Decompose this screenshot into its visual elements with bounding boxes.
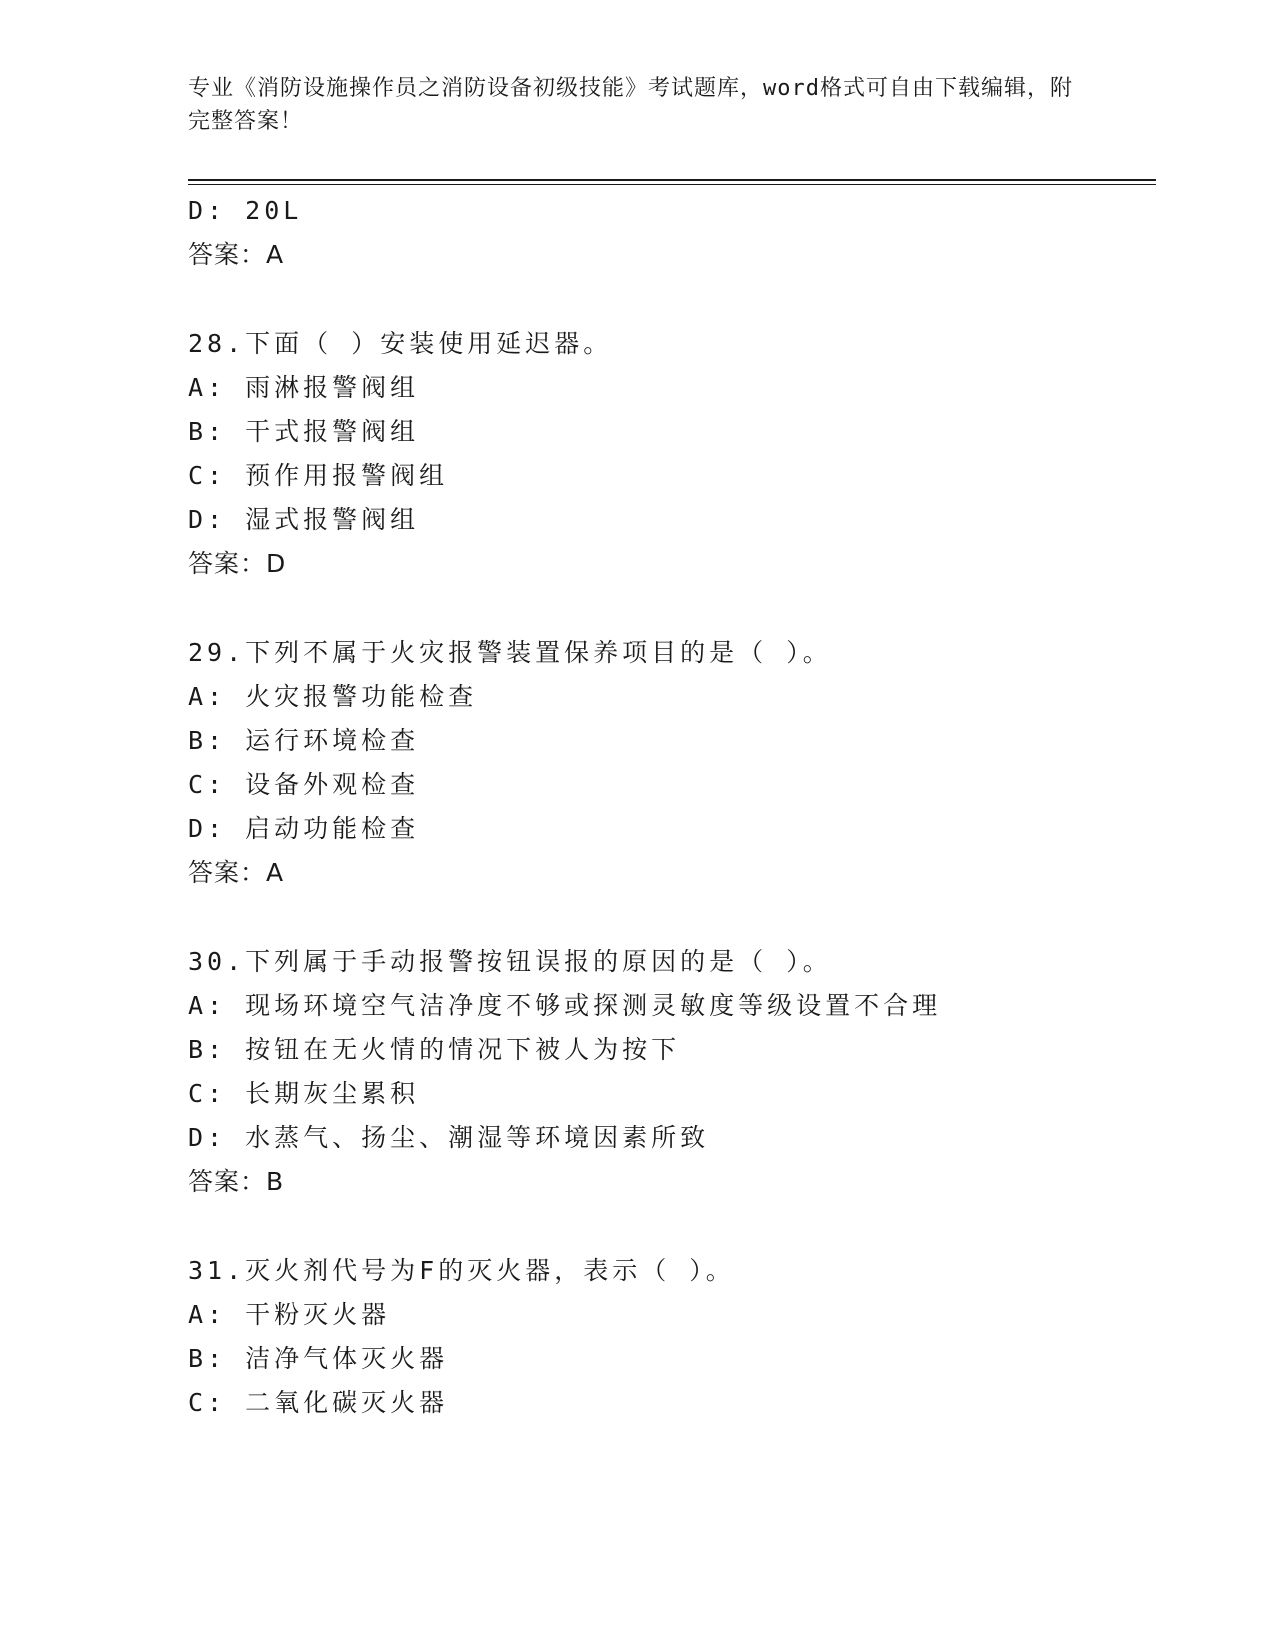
question-31-option-b: B: 洁净气体灭火器 [188,1344,449,1373]
question-30-answer: 答案：B [188,1167,285,1196]
carryover-option-d: D: 20L [188,196,303,225]
question-28-answer: 答案：D [188,549,287,578]
question-30-option-d: D: 水蒸气、扬尘、潮湿等环境因素所致 [188,1123,710,1152]
header-rule-thick [188,179,1156,181]
question-28-option-d: D: 湿式报警阀组 [188,505,420,534]
question-30-option-a: A: 现场环境空气洁净度不够或探测灵敏度等级设置不合理 [188,991,942,1020]
question-31-option-a: A: 干粉灭火器 [188,1300,391,1329]
question-28-option-b: B: 干式报警阀组 [188,417,420,446]
question-29-option-c: C: 设备外观检查 [188,770,420,799]
question-30-stem: 30.下列属于手动报警按钮误报的原因的是（ ）。 [188,947,832,976]
header-rule-thin [188,184,1156,185]
question-30-option-c: C: 长期灰尘累积 [188,1079,420,1108]
question-28-option-a: A: 雨淋报警阀组 [188,373,420,402]
question-28-option-c: C: 预作用报警阀组 [188,461,449,490]
question-31-stem: 31.灭火剂代号为F的灭火器，表示（ ）。 [188,1256,735,1285]
question-29-option-b: B: 运行环境检查 [188,726,420,755]
question-28-stem: 28.下面（ ）安装使用延迟器。 [188,329,613,358]
question-31-option-c: C: 二氧化碳灭火器 [188,1388,449,1417]
question-29-answer: 答案：A [188,858,285,887]
document-header: 专业《消防设施操作员之消防设备初级技能》考试题库，word格式可自由下载编辑，附完整答案！ [188,76,1073,134]
question-29-stem: 29.下列不属于火灾报警装置保养项目的是（ ）。 [188,638,832,667]
question-29-option-a: A: 火灾报警功能检查 [188,682,478,711]
question-29-option-d: D: 启动功能检查 [188,814,420,843]
question-30-option-b: B: 按钮在无火情的情况下被人为按下 [188,1035,681,1064]
carryover-answer: 答案：A [188,240,285,269]
